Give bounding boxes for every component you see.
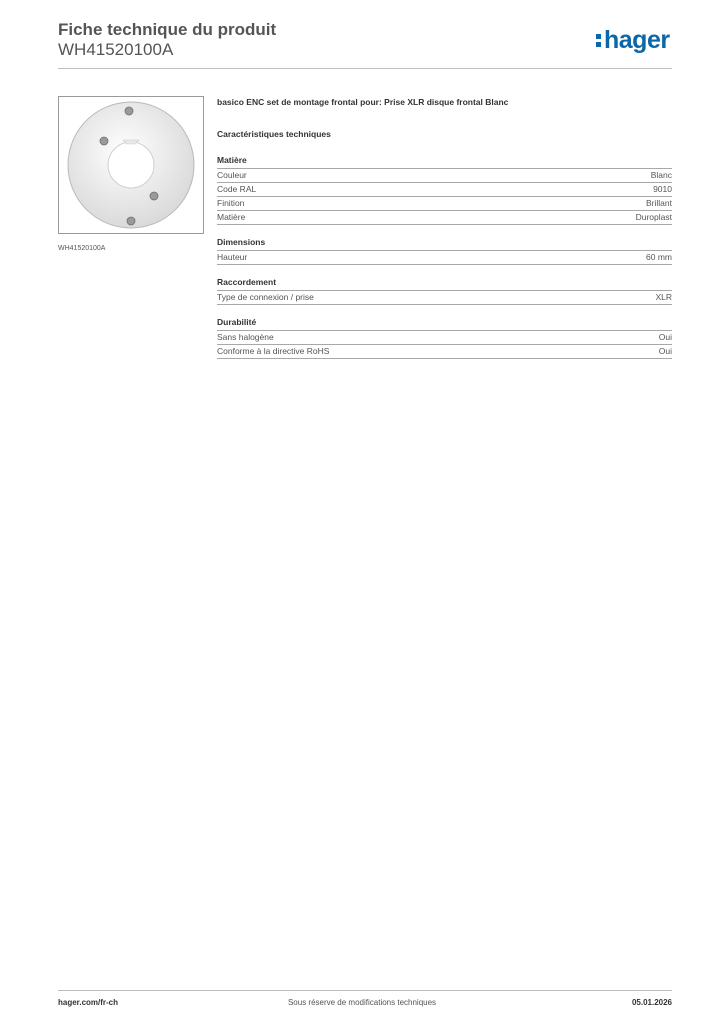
product-image: [58, 96, 204, 234]
logo-text: hager: [604, 26, 670, 54]
spec-row: [217, 196, 672, 210]
spec-label: Type de connexion / prise: [217, 292, 314, 302]
spec-row: [217, 250, 672, 265]
group-title: Durabilité: [217, 317, 257, 327]
header-divider: [58, 68, 672, 69]
group-raccordement: [217, 277, 672, 305]
group-dimensions: [217, 237, 672, 265]
spec-row: [217, 344, 672, 359]
spec-value: 9010: [653, 184, 672, 194]
spec-label: Code RAL: [217, 184, 257, 194]
spec-value: Blanc: [650, 170, 672, 180]
group-matiere: [217, 155, 672, 225]
spec-label: Sans halogène: [217, 332, 274, 342]
logo-dots-icon: [596, 32, 602, 48]
spec-value: Oui: [658, 346, 672, 356]
spec-label: Conforme à la directive RoHS: [217, 346, 330, 356]
spec-row: [217, 330, 672, 344]
spec-value: XLR: [655, 292, 672, 302]
spec-label: Hauteur: [217, 252, 248, 262]
group-title: Dimensions: [217, 237, 266, 247]
spec-label: Couleur: [217, 170, 247, 180]
spec-value: Brillant: [646, 198, 672, 208]
footer-divider: [58, 990, 672, 991]
spec-row: [217, 182, 672, 196]
footer-website-link[interactable]: hager.com/fr-ch: [58, 998, 119, 1007]
spec-value: Duroplast: [635, 212, 672, 222]
group-title: Raccordement: [217, 277, 277, 287]
spec-content: [217, 97, 672, 359]
front-plate-icon: [59, 97, 203, 233]
footer-date: 05.01.2026: [631, 998, 672, 1007]
image-caption: WH41520100A: [58, 245, 106, 252]
spec-value: 60 mm: [646, 252, 672, 262]
spec-row: [217, 168, 672, 182]
group-durabilite: [217, 317, 672, 359]
spec-value: Oui: [658, 332, 672, 342]
tech-heading: Caractéristiques techniques: [217, 129, 331, 139]
page-title: Fiche technique du produit: [58, 20, 277, 39]
spec-label: Matière: [217, 212, 246, 222]
footer-notice: Sous réserve de modifications techniques: [287, 998, 437, 1007]
product-reference: WH41520100A: [58, 40, 174, 59]
group-title: Matière: [217, 155, 247, 165]
product-description: basico ENC set de montage frontal pour: Prise XLR disque frontal Blanc: [217, 97, 509, 107]
spec-row: [217, 210, 672, 225]
spec-label: Finition: [217, 198, 245, 208]
hager-logo: [596, 26, 670, 55]
spec-row: [217, 290, 672, 305]
